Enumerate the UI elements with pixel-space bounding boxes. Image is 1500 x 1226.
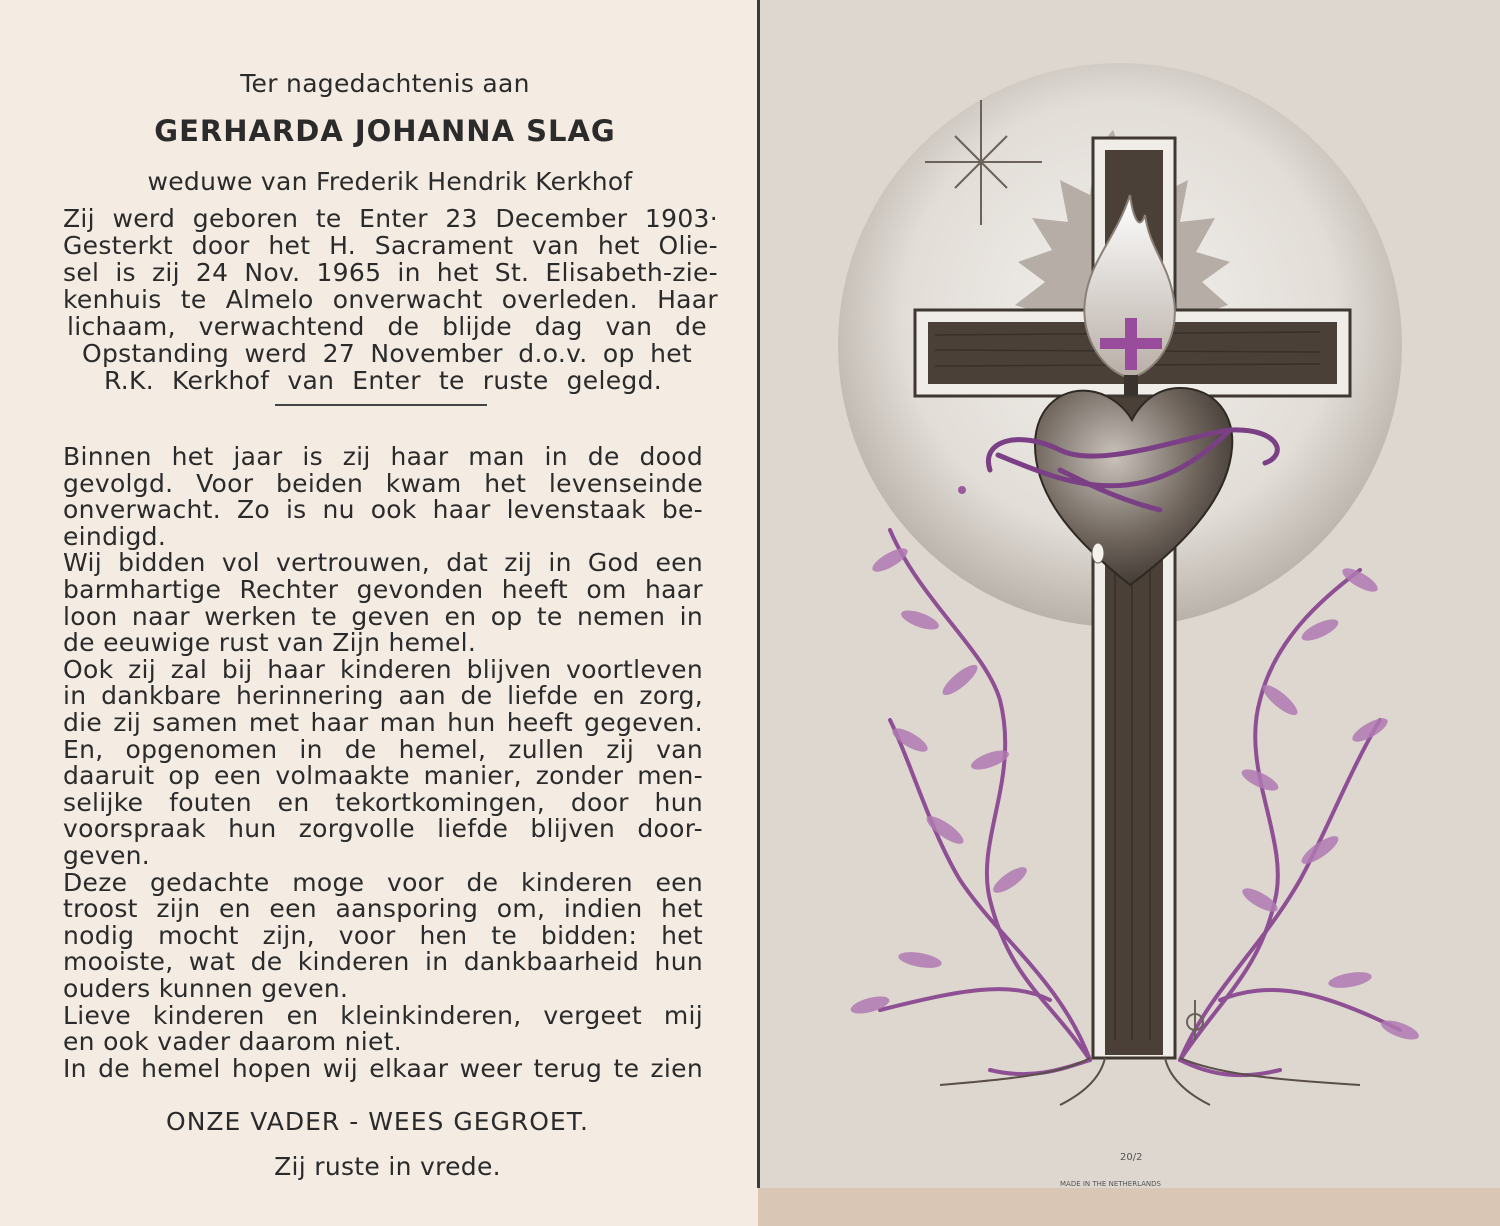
- body-line: in dankbare herinnering aan de liefde en zorg,: [63, 681, 703, 711]
- dot-mark: [958, 486, 966, 494]
- body-line: geven.: [63, 841, 151, 870]
- body-line: die zij samen met haar man hun heeft gegeven.: [63, 708, 703, 737]
- body-line: barmhartige Rechter gevonden heeft om haar: [63, 575, 703, 604]
- bio-line: lichaam, verwachtend de blijde dag van de: [67, 312, 707, 341]
- body-line: Deze gedachte moge voor de kinderen een: [63, 867, 703, 897]
- body-line: mooiste, wat de kinderen in dankbaarheid hun: [63, 947, 703, 977]
- sacred-heart-illustration: [760, 0, 1500, 1188]
- body-line: Ook zij zal bij haar kinderen blijven voortleven: [63, 654, 703, 684]
- body-line: selijke fouten en tekortkomingen, door hun: [63, 787, 703, 817]
- body-line: Binnen het jaar is zij haar man in de dood: [63, 442, 703, 471]
- body-line: nodig mocht zijn, voor hen te bidden: het: [63, 920, 703, 950]
- bio-line: Gesterkt door het H. Sacrament van het Olie-: [63, 231, 718, 260]
- bio-line: Zij werd geboren te Enter 23 December 1903·: [63, 204, 718, 233]
- body-line: Wij bidden vol vertrouwen, dat zij in God een: [63, 548, 703, 578]
- closing-line: Zij ruste in vrede.: [274, 1152, 501, 1181]
- bio-line: R.K. Kerkhof van Enter te ruste gelegd.: [104, 366, 662, 395]
- bio-line: sel is zij 24 Nov. 1965 in het St. Elisabeth-zie-: [63, 258, 718, 287]
- body-line: daaruit op een volmaakte manier, zonder men-: [63, 761, 703, 791]
- body-line: en ook vader daarom niet.: [63, 1027, 403, 1057]
- bio-line: Opstanding werd 27 November d.o.v. op het: [82, 339, 692, 368]
- body-line: ouders kunnen geven.: [63, 974, 349, 1003]
- body-line: troost zijn en een aansporing om, indien het: [63, 894, 703, 924]
- body-line: In de hemel hopen wij elkaar weer terug te zien: [63, 1053, 703, 1083]
- body-line: En, opgenomen in de hemel, zullen zij van: [63, 734, 703, 764]
- body-line: gevolgd. Voor beiden kwam het levenseinde: [63, 468, 703, 498]
- bio-line: kenhuis te Almelo onverwacht overleden. Haar: [63, 285, 718, 314]
- body-line: de eeuwige rust van Zijn hemel.: [63, 628, 477, 658]
- widow-line: weduwe van Frederik Hendrik Kerkhof: [147, 167, 633, 196]
- body-line: loon naar werken te geven en op te nemen in: [63, 601, 703, 631]
- body-line: Lieve kinderen en kleinkinderen, vergeet mij: [63, 1000, 703, 1030]
- body-line: eindigd.: [63, 521, 167, 551]
- intro-line: Ter nagedachtenis aan: [240, 69, 530, 98]
- body-line: voorspraak hun zorgvolle liefde blijven door-: [63, 814, 703, 844]
- prayer-line: ONZE VADER - WEES GEGROET.: [166, 1107, 589, 1136]
- devotional-image-card: [760, 0, 1500, 1188]
- scan-margin: [760, 1188, 1500, 1226]
- section-divider: [275, 404, 487, 406]
- maker-mark: MADE IN THE NETHERLANDS: [1060, 1180, 1161, 1188]
- body-line: onverwacht. Zo is nu ook haar levenstaak be-: [63, 495, 703, 525]
- card-number: 20/2: [1120, 1152, 1143, 1163]
- deceased-name: GERHARDA JOHANNA SLAG: [154, 114, 616, 148]
